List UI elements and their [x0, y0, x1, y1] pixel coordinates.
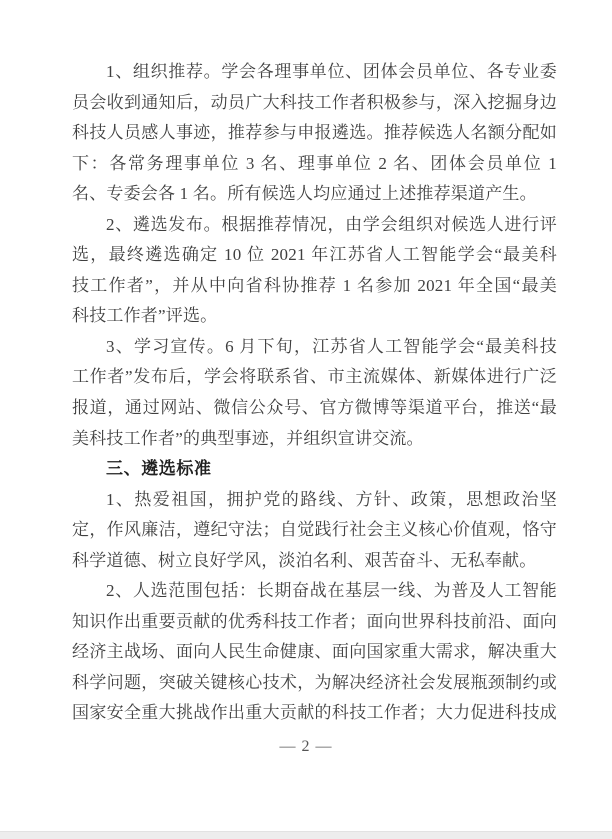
text-line: 1、组织推荐。学会各理事单位、团体会员单位、各专业委: [106, 62, 557, 81]
text-line: 知识作出重要贡献的优秀科技工作者；面向世界科技前沿、面向: [72, 611, 557, 631]
text-line: 定，作风廉洁，遵纪守法；自觉践行社会主义核心价值观，恪守: [72, 520, 557, 540]
text-line: 美科技工作者”的典型事迹，并组织宣讲交流。: [72, 428, 424, 448]
text-line: 2、人选范围包括：长期奋战在基层一线、为普及人工智能: [106, 581, 557, 601]
text-line: 科学道德、树立良好学风，淡泊名利、艰苦奋斗、无私奉献。: [72, 550, 537, 570]
text-line: 国家安全重大挑战作出重大贡献的科技工作者；大力促进科技成: [72, 703, 557, 723]
text-line: 经济主战场、面向人民生命健康、面向国家重大需求，解决重大: [72, 642, 557, 662]
text-line: 科技工作者”评选。: [72, 306, 218, 326]
text-line: 报道，通过网站、微信公众号、官方微博等渠道平台，推送“最: [72, 398, 557, 418]
page-number: — 2 —: [279, 738, 333, 755]
text-line: 工作者”发布后，学会将联系省、市主流媒体、新媒体进行广泛: [72, 367, 557, 387]
text-line: 1、热爱祖国，拥护党的路线、方针、政策，思想政治坚: [106, 489, 557, 509]
section-heading: 三、遴选标准: [106, 459, 212, 479]
text-line: 选，最终遴选确定 10 位 2021 年江苏省人工智能学会“最美科: [72, 245, 557, 265]
document-body: [72, 57, 557, 729]
text-line: 技工作者”，并从中向省科协推荐 1 名参加 2021 年全国“最美: [72, 275, 557, 295]
text-line: 下：各常务理事单位 3 名、理事单位 2 名、团体会员单位 1: [72, 153, 557, 173]
text-line: 科技人员感人事迹，推荐参与申报遴选。推荐候选人名额分配如: [72, 123, 557, 143]
text-line: 2、遴选发布。根据推荐情况，由学会组织对候选人进行评: [106, 214, 557, 234]
text-line: 3、学习宣传。6 月下旬，江苏省人工智能学会“最美科技: [106, 336, 557, 356]
text-line: 科学问题，突破关键核心技术，为解决经济社会发展瓶颈制约或: [72, 672, 557, 692]
text-line: 员会收到通知后，动员广大科技工作者积极参与，深入挖掘身边: [72, 92, 557, 112]
text-line: 名、专委会各 1 名。所有候选人均应通过上述推荐渠道产生。: [72, 184, 537, 204]
page-gutter-divider: [0, 831, 612, 839]
